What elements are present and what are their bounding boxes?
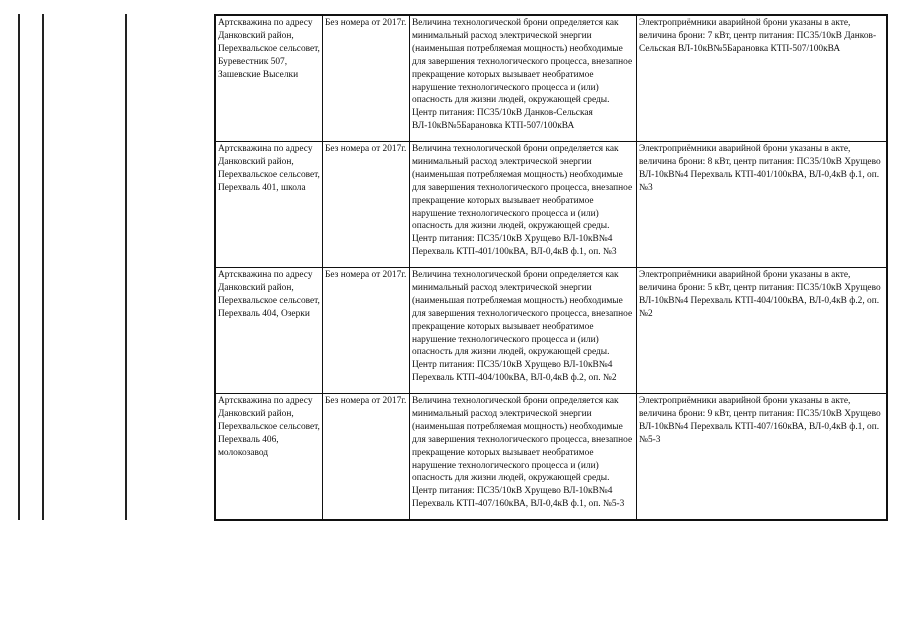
left-margin-rule-2: [42, 14, 44, 520]
table-row: [215, 142, 887, 268]
reserve-description-cell: Величина технологической брони определяется как минимальный расход электрической энергии (наименьшая потребляемая мощность) необходимые для завершения технологического процесса, внезапное прекращение которых вызывает необратимое нарушение технологического процесса и (или) опасность для жизни людей, окружающей среды. Центр питания: ПС35/10кВ Данков-Сельская ВЛ-10кВ№5Барановка КТП-507/100кВА: [410, 15, 637, 142]
notes-cell: Электроприёмники аварийной брони указаны в акте, величина брони: 7 кВт, центр питания: ПС35/10кВ Данков-Сельская ВЛ-10кВ№5Барановка КТП-507/100кВА: [637, 15, 888, 142]
reserve-table: [214, 14, 888, 521]
left-margin-rule-1: [18, 14, 20, 520]
act-number-cell: Без номера от 2017г.: [323, 268, 410, 394]
reserve-description-cell: Величина технологической брони определяется как минимальный расход электрической энергии (наименьшая потребляемая мощность) необходимые для завершения технологического процесса, внезапное прекращение которых вызывает необратимое нарушение технологического процесса и (или) опасность для жизни людей, окружающей среды. Центр питания: ПС35/10кВ Хрущево ВЛ-10кВ№4 Перехваль КТП-404/100кВА, ВЛ-0,4кВ ф.2, оп. №2: [410, 268, 637, 394]
reserve-description-cell: Величина технологической брони определяется как минимальный расход электрической энергии (наименьшая потребляемая мощность) необходимые для завершения технологического процесса, внезапное прекращение которых вызывает необратимое нарушение технологического процесса и (или) опасность для жизни людей, окружающей среды. Центр питания: ПС35/10кВ Хрущево ВЛ-10кВ№4 Перехваль КТП-407/160кВА, ВЛ-0,4кВ ф.1, оп. №5-3: [410, 394, 637, 521]
notes-cell: Электроприёмники аварийной брони указаны в акте, величина брони: 8 кВт, центр питания: ПС35/10кВ Хрущево ВЛ-10кВ№4 Перехваль КТП-401/100кВА, ВЛ-0,4кВ ф.1, оп. №3: [637, 142, 888, 268]
object-address-cell: Артскважина по адресу Данковский район, Перехвальское сельсовет, Перехваль 404, Озерки: [215, 268, 323, 394]
notes-cell: Электроприёмники аварийной брони указаны в акте, величина брони: 5 кВт, центр питания: ПС35/10кВ Хрущево ВЛ-10кВ№4 Перехваль КТП-404/100кВА, ВЛ-0,4кВ ф.2, оп. №2: [637, 268, 888, 394]
act-number-cell: Без номера от 2017г.: [323, 142, 410, 268]
object-address-cell: Артскважина по адресу Данковский район, Перехвальское сельсовет, Буревестник 507, Зашевские Выселки: [215, 15, 323, 142]
table-row: [215, 15, 887, 142]
act-number-cell: Без номера от 2017г.: [323, 15, 410, 142]
table-row: [215, 268, 887, 394]
object-address-cell: Артскважина по адресу Данковский район, Перехвальское сельсовет, Перехваль 406, молокозавод: [215, 394, 323, 521]
object-address-cell: Артскважина по адресу Данковский район, Перехвальское сельсовет, Перехваль 401, школа: [215, 142, 323, 268]
left-margin-rule-3: [125, 14, 127, 520]
table-row: [215, 394, 887, 521]
notes-cell: Электроприёмники аварийной брони указаны в акте, величина брони: 9 кВт, центр питания: ПС35/10кВ Хрущево ВЛ-10кВ№4 Перехваль КТП-407/160кВА, ВЛ-0,4кВ ф.1, оп. №5-3: [637, 394, 888, 521]
act-number-cell: Без номера от 2017г.: [323, 394, 410, 521]
reserve-description-cell: Величина технологической брони определяется как минимальный расход электрической энергии (наименьшая потребляемая мощность) необходимые для завершения технологического процесса, внезапное прекращение которых вызывает необратимое нарушение технологического процесса и (или) опасность для жизни людей, окружающей среды. Центр питания: ПС35/10кВ Хрущево ВЛ-10кВ№4 Перехваль КТП-401/100кВА, ВЛ-0,4кВ ф.1, оп. №3: [410, 142, 637, 268]
